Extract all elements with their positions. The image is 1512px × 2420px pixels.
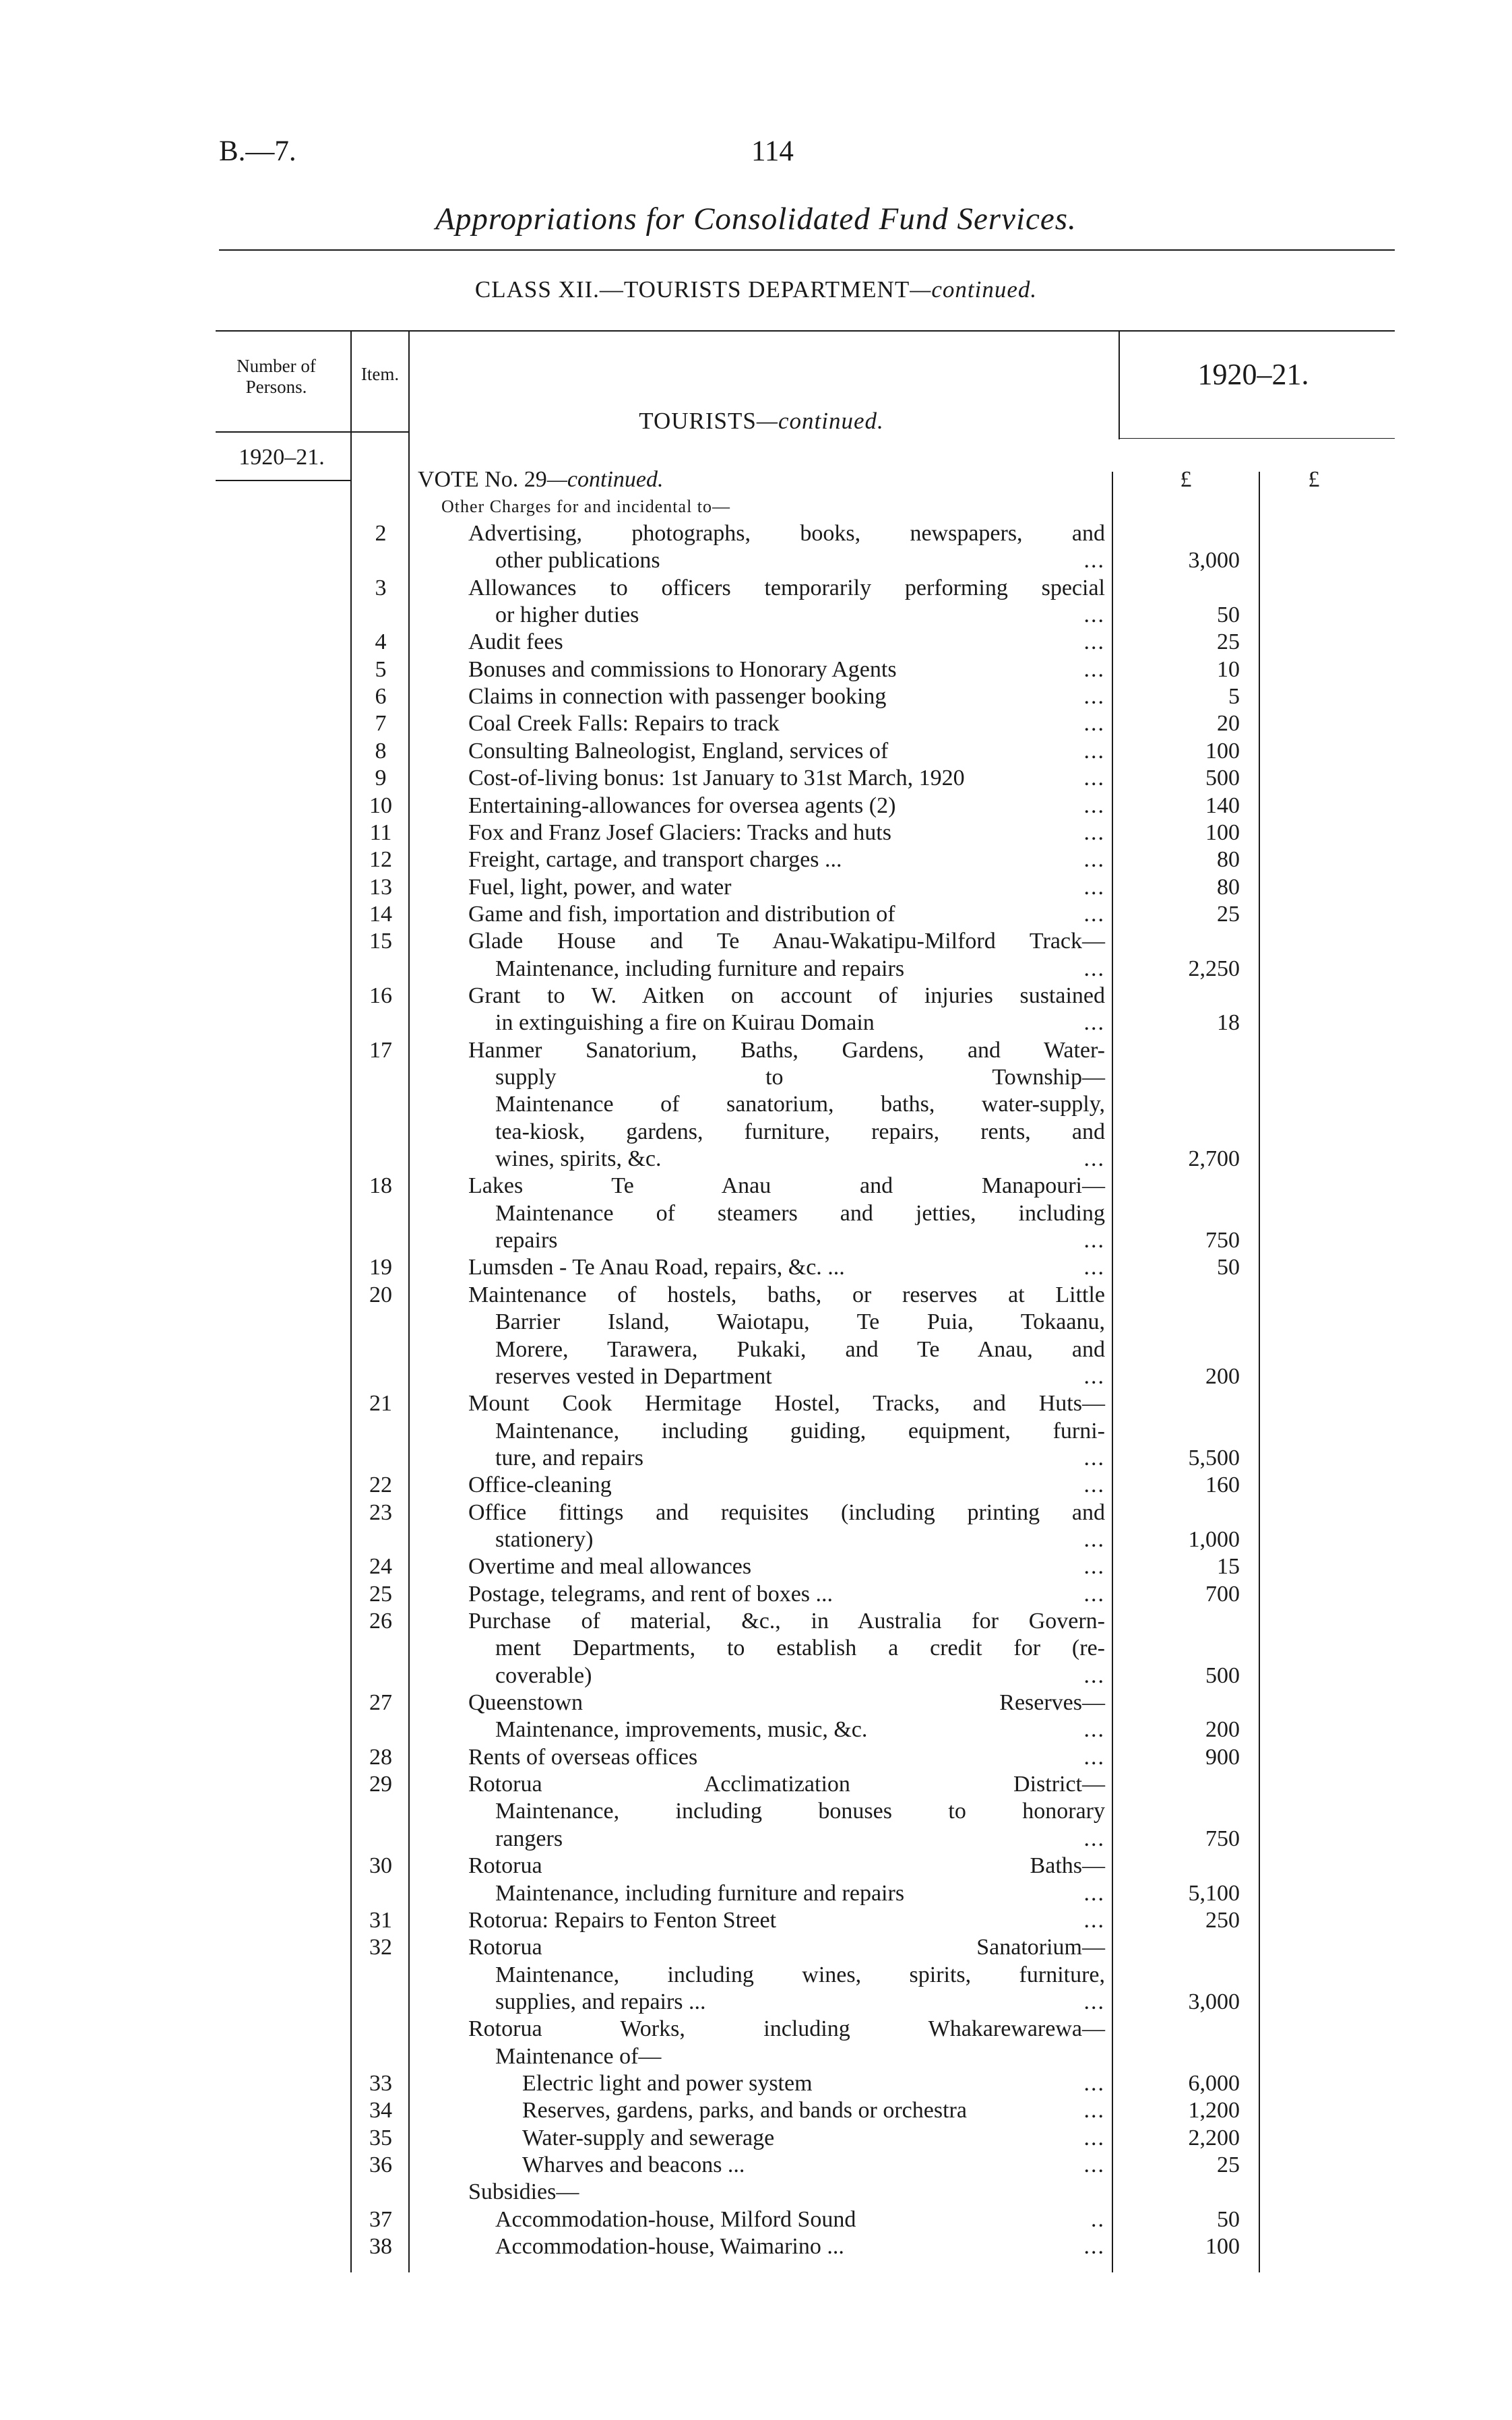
item-amount: 700 <box>1205 1581 1240 1607</box>
item-description: stationery) <box>495 1526 594 1552</box>
item-amount: 160 <box>1205 1472 1240 1498</box>
vote-label-suffix: —continued. <box>546 467 664 492</box>
item-amount: 200 <box>1205 1717 1240 1743</box>
item-description: Water-supply and sewerage <box>522 2125 775 2150</box>
line-item-row <box>0 1553 1512 1580</box>
item-amount: 25 <box>1217 901 1240 927</box>
line-item-row <box>0 1989 1512 2016</box>
line-item-row <box>0 956 1512 983</box>
line-item-row <box>0 2125 1512 2152</box>
line-item-row <box>0 2206 1512 2233</box>
item-description: Subsidies— <box>468 2179 579 2205</box>
item-description: in extinguishing a fire on Kuirau Domain <box>495 1010 875 1036</box>
item-description: Hanmer Sanatorium, Baths, Gardens, and Water- <box>468 1037 1105 1063</box>
class-heading-suffix: —continued. <box>910 276 1038 303</box>
vote-label-text: VOTE No. 29 <box>418 467 547 492</box>
page-number: 114 <box>751 135 794 167</box>
item-number: 12 <box>369 847 392 873</box>
item-number: 7 <box>375 711 387 737</box>
item-description: Accommodation-house, Waimarino ... <box>495 2234 844 2260</box>
line-item-row <box>0 1091 1512 1118</box>
item-amount: 100 <box>1205 2234 1240 2260</box>
item-description: Maintenance of steamers and jetties, including <box>495 1200 1105 1226</box>
item-amount: 1,000 <box>1188 1526 1240 1552</box>
item-description: Postage, telegrams, and rent of boxes ... <box>468 1581 833 1607</box>
leader-dots: ... <box>1083 1744 1105 1770</box>
item-number: 6 <box>375 684 387 710</box>
item-description: Rotorua Baths— <box>468 1853 1105 1879</box>
item-amount: 100 <box>1205 738 1240 764</box>
leader-dots: ... <box>1083 1445 1105 1470</box>
pound-sign-column-1: £ <box>1180 467 1192 492</box>
leader-dots: ... <box>1083 1526 1105 1552</box>
leader-dots: ... <box>1083 1228 1105 1253</box>
item-number: 17 <box>369 1037 392 1063</box>
leader-dots: ... <box>1083 1146 1105 1172</box>
year-header-rule <box>1119 438 1395 439</box>
leader-dots: ... <box>1083 1663 1105 1688</box>
line-item-row <box>0 1608 1512 1635</box>
line-item-row <box>0 1853 1512 1880</box>
line-item-row <box>0 1499 1512 1526</box>
leader-dots: ... <box>1083 602 1105 628</box>
leader-dots: ... <box>1083 2098 1105 2123</box>
line-item-row <box>0 1064 1512 1091</box>
item-number: 18 <box>369 1173 392 1199</box>
item-description: Bonuses and commissions to Honorary Agents <box>468 656 897 682</box>
leader-dots: ... <box>1083 1717 1105 1743</box>
leader-dots: .. <box>1091 2206 1105 2232</box>
item-description: Maintenance, improvements, music, &c. <box>495 1717 868 1743</box>
item-description: Rents of overseas offices <box>468 1744 698 1770</box>
leader-dots: ... <box>1083 2234 1105 2260</box>
item-number: 15 <box>369 929 392 954</box>
item-header-rule <box>352 431 410 433</box>
line-item-row <box>0 928 1512 955</box>
leader-dots: ... <box>1083 1907 1105 1933</box>
leader-dots: ... <box>1083 793 1105 818</box>
item-amount: 2,200 <box>1188 2125 1240 2150</box>
leader-dots: ... <box>1083 1255 1105 1280</box>
persons-year-label: 1920–21. <box>239 445 325 470</box>
title-rule <box>219 249 1395 251</box>
item-amount: 80 <box>1217 847 1240 873</box>
line-item-row <box>0 983 1512 1010</box>
item-description: Queenstown Reserves— <box>468 1690 1105 1716</box>
line-item-row <box>0 2179 1512 2206</box>
leader-dots: ... <box>1083 2152 1105 2177</box>
line-item-row <box>0 1418 1512 1445</box>
leader-dots: ... <box>1083 1363 1105 1389</box>
item-number: 9 <box>375 766 387 791</box>
item-description: Office fittings and requisites (including printing and <box>468 1499 1105 1525</box>
item-description: Maintenance of sanatorium, baths, water-supply, <box>495 1092 1105 1117</box>
line-item-row <box>0 2233 1512 2260</box>
item-description: Maintenance, including furniture and repairs <box>495 1880 905 1906</box>
line-item-row <box>0 1526 1512 1553</box>
item-description: Barrier Island, Waiotapu, Te Puia, Tokaanu, <box>495 1309 1105 1335</box>
item-number: 29 <box>369 1772 392 1797</box>
page-title: Appropriations for Consolidated Fund Services. <box>435 201 1077 237</box>
leader-dots: ... <box>1083 1880 1105 1906</box>
item-amount: 3,000 <box>1188 548 1240 573</box>
item-number: 30 <box>369 1853 392 1879</box>
line-item-row <box>0 1689 1512 1716</box>
line-item-row <box>0 710 1512 737</box>
item-amount: 20 <box>1217 711 1240 737</box>
item-description: Entertaining-allowances for oversea agents (2) <box>468 793 896 818</box>
item-description: Freight, cartage, and transport charges ... <box>468 847 842 873</box>
item-description: Morere, Tarawera, Pukaki, and Te Anau, and <box>495 1336 1105 1362</box>
other-charges-row <box>0 493 1512 520</box>
item-amount: 140 <box>1205 793 1240 818</box>
item-description: ture, and repairs <box>495 1445 643 1470</box>
table-top-rule <box>216 330 1395 332</box>
leader-dots: ... <box>1083 1989 1105 2014</box>
line-item-row <box>0 1200 1512 1227</box>
item-description: supplies, and repairs ... <box>495 1989 706 2014</box>
item-number: 14 <box>369 901 392 927</box>
item-number: 4 <box>375 629 387 655</box>
line-item-row <box>0 901 1512 928</box>
section-heading <box>418 408 1105 435</box>
leader-dots: ... <box>1083 766 1105 791</box>
line-item-row <box>0 738 1512 765</box>
item-description: Claims in connection with passenger booking <box>468 684 887 710</box>
line-item-row <box>0 2043 1512 2070</box>
line-item-row <box>0 846 1512 873</box>
item-amount: 3,000 <box>1188 1989 1240 2014</box>
leader-dots: ... <box>1083 2125 1105 2150</box>
item-number: 26 <box>369 1609 392 1634</box>
leader-dots: ... <box>1083 1554 1105 1580</box>
leader-dots: ... <box>1083 819 1105 845</box>
line-item-row <box>0 575 1512 602</box>
item-description: Reserves, gardens, parks, and bands or orchestra <box>522 2098 967 2123</box>
item-amount: 25 <box>1217 629 1240 655</box>
leader-dots: ... <box>1083 1581 1105 1607</box>
line-item-row <box>0 1880 1512 1907</box>
line-item-row <box>0 2152 1512 2179</box>
line-item-row <box>0 1037 1512 1064</box>
line-item-row <box>0 765 1512 792</box>
item-description: reserves vested in Department <box>495 1363 772 1389</box>
item-description: Rotorua Acclimatization District— <box>468 1772 1105 1797</box>
item-amount: 5,500 <box>1188 1445 1240 1470</box>
line-item-row <box>0 1716 1512 1743</box>
item-number: 13 <box>369 874 392 900</box>
line-item-row <box>0 1336 1512 1363</box>
pound-sign-column-2: £ <box>1308 467 1320 492</box>
line-item-row <box>0 656 1512 683</box>
item-description: Electric light and power system <box>522 2070 813 2096</box>
item-description: Rotorua: Repairs to Fenton Street <box>468 1907 777 1933</box>
line-item-row <box>0 1119 1512 1146</box>
item-amount: 500 <box>1205 1663 1240 1688</box>
item-number: 8 <box>375 738 387 764</box>
leader-dots: ... <box>1083 1010 1105 1036</box>
item-description: Overtime and meal allowances <box>468 1554 752 1580</box>
item-description: other publications <box>495 548 660 573</box>
item-amount: 50 <box>1217 602 1240 628</box>
item-amount: 50 <box>1217 1255 1240 1280</box>
line-item-row <box>0 1635 1512 1662</box>
item-description: Mount Cook Hermitage Hostel, Tracks, and Huts— <box>468 1391 1105 1417</box>
item-number: 16 <box>369 983 392 1008</box>
item-number: 31 <box>369 1907 392 1933</box>
section-heading-text: TOURISTS <box>639 408 757 434</box>
item-description: wines, spirits, &c. <box>495 1146 662 1172</box>
item-amount: 25 <box>1217 2152 1240 2177</box>
item-description: Cost-of-living bonus: 1st January to 31st March, 1920 <box>468 766 965 791</box>
item-number: 28 <box>369 1744 392 1770</box>
leader-dots: ... <box>1083 956 1105 981</box>
item-amount: 2,250 <box>1188 956 1240 981</box>
class-heading <box>0 276 1512 303</box>
document-reference: B.—7. <box>219 135 296 167</box>
item-number: 2 <box>375 521 387 546</box>
leader-dots: ... <box>1083 738 1105 764</box>
line-item-row <box>0 793 1512 819</box>
description-header-rule <box>1119 332 1120 439</box>
item-amount: 5,100 <box>1188 1880 1240 1906</box>
leader-dots: ... <box>1083 1472 1105 1498</box>
year-header: 1920–21. <box>1197 358 1309 391</box>
item-amount: 250 <box>1205 1907 1240 1933</box>
item-amount: 2,700 <box>1188 1146 1240 1172</box>
item-amount: 5 <box>1228 684 1240 710</box>
line-item-row <box>0 629 1512 656</box>
line-item-row <box>0 1771 1512 1798</box>
item-description: Maintenance of hostels, baths, or reserves at Little <box>468 1282 1105 1307</box>
leader-dots: ... <box>1083 711 1105 737</box>
persons-header-rule <box>216 431 350 433</box>
item-number: 21 <box>369 1391 392 1417</box>
leader-dots: ... <box>1083 656 1105 682</box>
line-item-row <box>0 1472 1512 1499</box>
item-description: Maintenance, including bonuses to honorary <box>495 1799 1105 1824</box>
item-number: 24 <box>369 1554 392 1580</box>
leader-dots: ... <box>1083 874 1105 900</box>
line-item-row <box>0 2070 1512 2097</box>
line-item-row <box>0 1010 1512 1036</box>
line-item-row <box>0 874 1512 901</box>
item-amount: 18 <box>1217 1010 1240 1036</box>
line-item-row <box>0 1581 1512 1608</box>
item-amount: 1,200 <box>1188 2098 1240 2123</box>
line-item-row <box>0 1962 1512 1989</box>
vote-label <box>418 466 664 493</box>
leader-dots: ... <box>1083 2070 1105 2096</box>
item-description: Maintenance, including guiding, equipment, furni- <box>495 1418 1105 1444</box>
item-description: Rotorua Works, including Whakarewarewa— <box>468 2016 1105 2042</box>
item-amount: 900 <box>1205 1744 1240 1770</box>
item-description: Purchase of material, &c., in Australia for Govern- <box>468 1609 1105 1634</box>
item-number: 37 <box>369 2206 392 2232</box>
line-item-row <box>0 1390 1512 1417</box>
item-number: 25 <box>369 1581 392 1607</box>
item-description: Audit fees <box>468 629 563 655</box>
line-item-row <box>0 1363 1512 1390</box>
item-number: 3 <box>375 575 387 600</box>
item-number: 10 <box>369 793 392 818</box>
leader-dots: ... <box>1083 901 1105 927</box>
item-number: 22 <box>369 1472 392 1498</box>
section-heading-suffix: —continued. <box>756 408 884 434</box>
item-number: 32 <box>369 1935 392 1960</box>
line-item-row <box>0 1146 1512 1173</box>
item-description: Lumsden - Te Anau Road, repairs, &c. ... <box>468 1255 845 1280</box>
leader-dots: ... <box>1083 629 1105 655</box>
item-description: Wharves and beacons ... <box>522 2152 745 2177</box>
item-description: Allowances to officers temporarily performing special <box>468 575 1105 600</box>
line-item-row <box>0 1798 1512 1825</box>
line-item-row <box>0 1173 1512 1200</box>
item-description: rangers <box>495 1826 563 1851</box>
item-description: Maintenance of— <box>495 2043 662 2069</box>
line-item-row <box>0 1254 1512 1281</box>
item-description: Consulting Balneologist, England, services of <box>468 738 889 764</box>
item-description: Office-cleaning <box>468 1472 612 1498</box>
item-description: Lakes Te Anau and Manapouri— <box>468 1173 1105 1199</box>
item-amount: 100 <box>1205 819 1240 845</box>
item-description: Coal Creek Falls: Repairs to track <box>468 711 780 737</box>
item-description: Game and fish, importation and distribution of <box>468 901 895 927</box>
item-description: Advertising, photographs, books, newspapers, and <box>468 521 1105 546</box>
item-amount: 6,000 <box>1188 2070 1240 2096</box>
vote-row <box>0 466 1512 493</box>
leader-dots: ... <box>1083 1826 1105 1851</box>
line-item-row <box>0 602 1512 629</box>
item-description: or higher duties <box>495 602 639 628</box>
item-number: 5 <box>375 656 387 682</box>
item-number: 27 <box>369 1690 392 1716</box>
item-number: 33 <box>369 2070 392 2096</box>
item-amount: 10 <box>1217 656 1240 682</box>
item-description: supply to Township— <box>495 1065 1105 1090</box>
item-amount: 15 <box>1217 1554 1240 1580</box>
item-number: 20 <box>369 1282 392 1307</box>
item-description: Maintenance, including furniture and repairs <box>495 956 905 981</box>
item-description: coverable) <box>495 1663 592 1688</box>
line-item-row <box>0 1744 1512 1771</box>
item-amount: 750 <box>1205 1228 1240 1253</box>
leader-dots: ... <box>1083 684 1105 710</box>
item-amount: 200 <box>1205 1363 1240 1389</box>
item-amount: 500 <box>1205 766 1240 791</box>
item-description: Rotorua Sanatorium— <box>468 1935 1105 1960</box>
line-item-row <box>0 1282 1512 1309</box>
class-heading-text: CLASS XII.—TOURISTS DEPARTMENT <box>474 276 910 303</box>
item-amount: 50 <box>1217 2206 1240 2232</box>
item-header: Item. <box>360 364 400 384</box>
line-item-row <box>0 819 1512 846</box>
item-description: Glade House and Te Anau-Wakatipu-Milford Track— <box>468 929 1105 954</box>
item-description: ment Departments, to establish a credit for (re- <box>495 1636 1105 1661</box>
line-item-row <box>0 2097 1512 2124</box>
item-description: Fuel, light, power, and water <box>468 874 732 900</box>
line-item-row <box>0 1934 1512 1961</box>
other-charges-heading: Other Charges for and incidental to— <box>441 497 731 516</box>
line-item-row <box>0 1826 1512 1853</box>
line-item-row <box>0 547 1512 574</box>
item-description: Accommodation-house, Milford Sound <box>495 2206 856 2232</box>
line-item-row <box>0 520 1512 547</box>
item-amount: 80 <box>1217 874 1240 900</box>
number-of-persons-header: Number of Persons. <box>237 356 316 398</box>
item-description: repairs <box>495 1228 558 1253</box>
line-item-row <box>0 1907 1512 1934</box>
item-number: 38 <box>369 2234 392 2260</box>
line-item-row <box>0 683 1512 710</box>
line-item-row <box>0 1309 1512 1336</box>
item-number: 11 <box>369 819 392 845</box>
line-item-row <box>0 2016 1512 2043</box>
leader-dots: ... <box>1083 548 1105 573</box>
item-number: 19 <box>369 1255 392 1280</box>
item-description: Fox and Franz Josef Glaciers: Tracks and huts <box>468 819 891 845</box>
item-amount: 750 <box>1205 1826 1240 1851</box>
item-description: Grant to W. Aitken on account of injuries sustained <box>468 983 1105 1008</box>
item-number: 35 <box>369 2125 392 2150</box>
line-item-row <box>0 1227 1512 1254</box>
item-number: 34 <box>369 2098 392 2123</box>
item-number: 23 <box>369 1499 392 1525</box>
item-number: 36 <box>369 2152 392 2177</box>
item-description: tea-kiosk, gardens, furniture, repairs, rents, and <box>495 1119 1105 1144</box>
line-item-row <box>0 1445 1512 1472</box>
leader-dots: ... <box>1083 847 1105 873</box>
line-item-row <box>0 1663 1512 1689</box>
item-description: Maintenance, including wines, spirits, furniture, <box>495 1962 1105 1987</box>
